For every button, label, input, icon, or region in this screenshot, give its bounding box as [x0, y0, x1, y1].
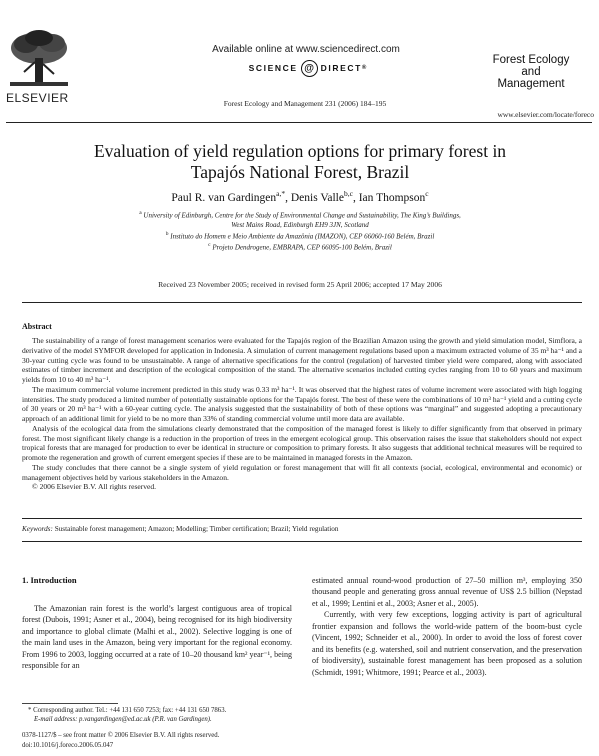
abstract-body — [22, 336, 582, 492]
abstract-paragraph-1: The sustainability of a range of forest management scenarios were evaluated for the Tapajós region of the Brazilian Amazon using the growth and yield simulation model, Simflora, a derivative of the model SYMFOR developed for application in Indonesia. A simulation of current management regulations based upon a maximum extracted volume of 35 m³ ha⁻¹ and a 30-year cutting cycle was found to be unsustainable. A range of alternative specifications for the control (regulation) of harvested timber yield were compared, along with associated estimates of timber increment and description of the ecological composition of the stand. The alternative scenarios included cutting cycles ranging from 10 to 60 years and maximum yields from 10 to 40 m³ ha⁻¹. — [22, 336, 582, 384]
abstract-heading: Abstract — [22, 322, 52, 331]
journal-url: www.elsevier.com/locate/foreco — [497, 110, 594, 119]
author-2-affil: b,c — [344, 189, 353, 198]
abstract-paragraph-3: Analysis of the ecological data from the simulations clearly demonstrated that the composition of the managed forest is likely to differ significantly from that observed in primary forest. The most significant likely change is a reduction in the proportion of trees in the emergent ecological group. This observation raises the issue that stakeholders should not expect tropical forests that are managed for production to ever be identical in structure or composition to primary forests. It also suggests that additional technical measures will be required to promote the regeneration and growth of current emergent species if these are to be maintained in managed forests in the Amazon. — [22, 423, 582, 462]
abstract-copyright: © 2006 Elsevier B.V. All rights reserved. — [32, 482, 157, 492]
author-1-affil: a,* — [276, 189, 286, 198]
author-1: Paul R. van Gardingen — [171, 191, 277, 204]
affiliation-b: $^b$ Instituto do Homem e Meio Ambiente da Amazônia (IMAZON), CEP 66060-160 Belém, Brazil — [165, 231, 435, 241]
keywords-top-rule — [22, 518, 582, 519]
publisher-name: ELSEVIER — [6, 91, 69, 105]
author-list: Paul R. van Gardingen$^{a,*}$, Denis Valle$^{b,c}$, Ian Thompson$^c$ — [171, 189, 429, 204]
affiliation-c: $^c$ Projeto Dendrogene, EMBRAPA, CEP 66095-100 Belém, Brazil — [208, 242, 392, 252]
sciencedirect-logo: SCIENCE @ DIRECT ® — [200, 60, 415, 76]
journal-title-block — [472, 54, 590, 90]
sd-at-icon: @ — [301, 60, 318, 77]
body-left-column — [22, 603, 292, 672]
header-rule — [6, 122, 592, 123]
journal-title-line3: Management — [497, 78, 565, 90]
left-column-paragraph: The Amazonian rain forest is the world’s largest contiguous area of tropical forest (Dubois, 1991; Asner et al., 2004), being recognised for its high biodiversity and importance to global climate (Malhi et al., 2002). Selective logging is one of the main land uses in the Amazon, being very important for the regional economy. From 1996 to 2003, logging occurred at a rate of 10–20 thousand km² year⁻¹, being responsible for an — [22, 604, 292, 671]
abstract-paragraph-4: The study concludes that there cannot be a single system of yield regulation or forest management that will fit all contexts (social, ecological, environmental and economic) or management objectives held by various stakeholders in the Amazon. — [22, 462, 582, 482]
sd-left-text: SCIENCE — [248, 63, 298, 73]
keywords-list: Sustainable forest management; Amazon; Modelling; Timber certification; Brazil; Yield regulation — [52, 525, 339, 533]
title-line2: Tapajós National Forest, Brazil — [190, 162, 410, 182]
author-2: Denis Valle — [290, 191, 344, 204]
body-right-column — [312, 575, 582, 678]
journal-title-line2: and — [521, 66, 541, 78]
elsevier-tree-logo-icon — [6, 28, 72, 88]
doi-note: doi:10.1016/j.foreco.2006.05.047 — [22, 742, 114, 749]
right-column-paragraph-1: estimated annual round-wood production of 27–50 million m³, employing 350 thousand people and generating gross annual revenue of US$ 2.5 billion (Nepstad et al., 1999; Lentini et al., 2003; Asner et al., 2005). — [312, 576, 582, 608]
journal-title-line1: Forest Ecology — [492, 54, 570, 66]
author-3: Ian Thompson — [358, 191, 426, 204]
author-3-affil: c — [425, 189, 429, 198]
available-online-text: Available online at www.sciencedirect.com — [212, 44, 400, 55]
abstract-top-rule — [22, 302, 582, 303]
right-column-paragraph-2: Currently, with very few exceptions, logging activity is part of agricultural frontier expansion and follows the world-wide pattern of the boom-bust cycle (Vincent, 1992; Schneider et al., 2000). In order to avoid the loss of forest cover and its benefits (e.g. watershed, soil and nutrient conservation, and the preservation of biodiversity), sustainable forest management has been proposed as a solution (Schmidt, 1991; Whitmore, 1991; Pearce et al., 2003). — [312, 610, 582, 677]
footnote-rule — [22, 703, 118, 704]
journal-reference: Forest Ecology and Management 231 (2006) 184–195 — [223, 99, 387, 108]
email-note: E-mail address: p.vangardingen@ed.ac.uk (P.R. van Gardingen). — [34, 715, 212, 723]
keywords-label: Keywords: — [22, 525, 53, 533]
abstract-paragraph-2: The maximum commercial volume increment predicted in this study was 0.33 m³ ha⁻¹. It was observed that the highest rates of volume increment were associated with high logging intensities. The study produced a limited number of potentially sustainable options for the Tapajós forest. The best of these were the combinations of 10 m³ ha⁻¹ yield and a cutting cycle of 30 years or 20 m³ ha⁻¹ with a 60-year cutting cycle. The analysis suggested that the sustainability of both of these options was “marginal” and suggested adopting a precautionary approach of an additional limit for yield to be no more than 33% of standing commercial volume until more data are available. — [22, 384, 582, 423]
received-dates: Received 23 November 2005; received in revised form 25 April 2006; accepted 17 May 2006 — [158, 280, 442, 289]
article-title — [30, 141, 570, 183]
affiliation-a: $^a$ University of Edinburgh, Centre for the Study of Environmental Change and Sustainability, The King’s Buildings, West Mains Road, Edinburgh EH9 3JN, Scotland — [139, 210, 461, 229]
issn-note: 0378-1127/$ – see front matter © 2006 Elsevier B.V. All rights reserved. — [22, 732, 220, 739]
corresponding-author-note: * Corresponding author. Tel.: +44 131 650 7253; fax: +44 131 650 7863. E-mail address: p.vangardingen@ed.ac.uk (P.R. van Gardingen). — [22, 707, 294, 724]
sd-right-text: DIRECT — [320, 63, 362, 73]
section-heading-introduction: 1. Introduction — [22, 575, 77, 585]
keywords-line — [22, 525, 582, 533]
title-line1: Evaluation of yield regulation options for primary forest in — [93, 141, 507, 161]
keywords-bottom-rule — [22, 541, 582, 542]
